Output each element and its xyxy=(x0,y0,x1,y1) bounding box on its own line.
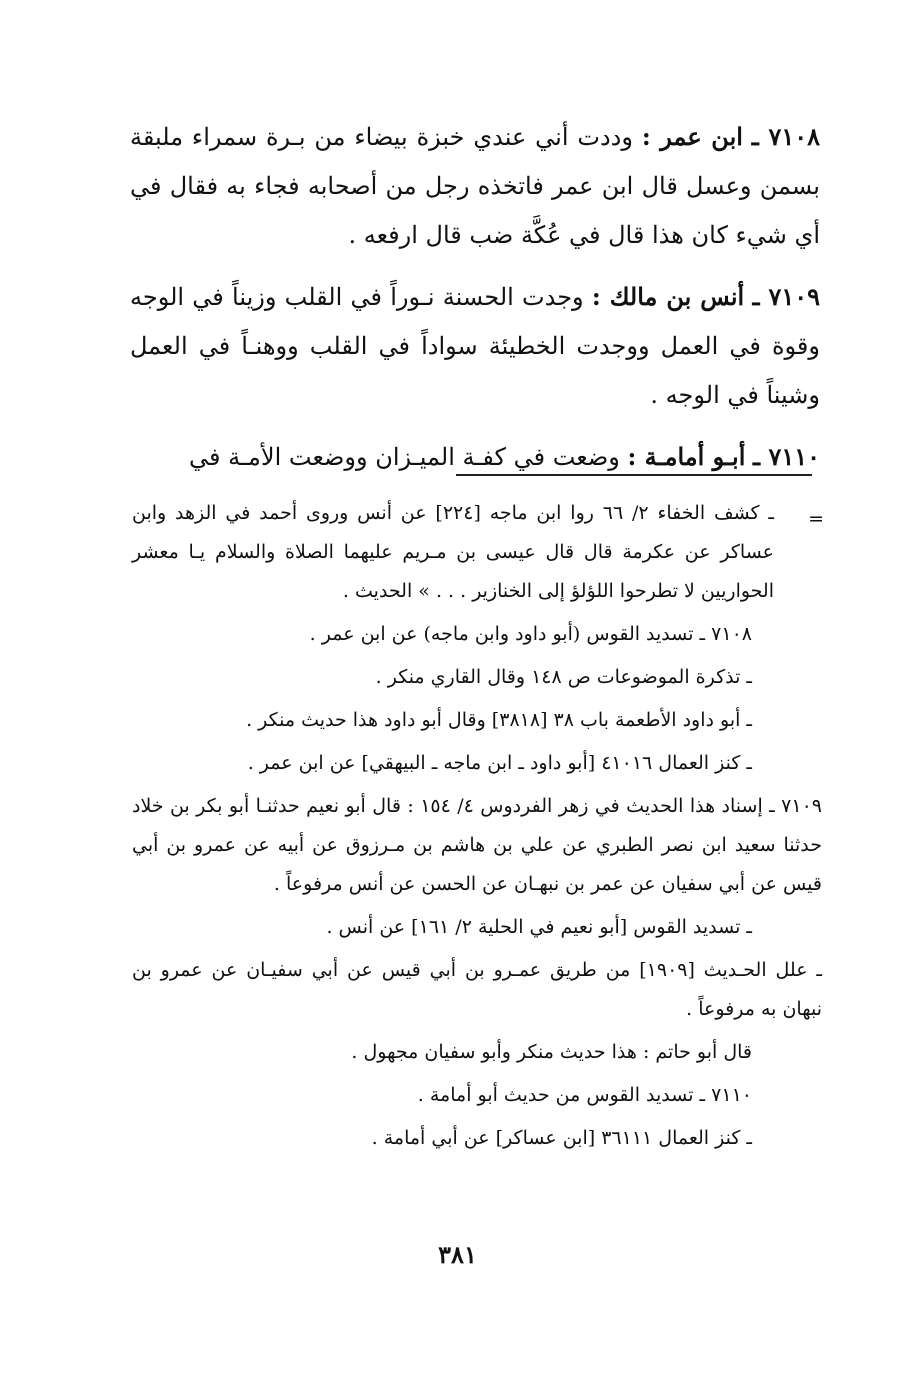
entry-text: وضعت في كفـة الميـزان ووضعت الأمـة في xyxy=(189,443,620,471)
main-text xyxy=(130,112,820,494)
entry-narrator: ابن عمر : xyxy=(641,122,743,151)
footnote-line: ـ أبو داود الأطعمة باب ٣٨ [٣٨١٨] وقال أبو داود هذا حديث منكر . xyxy=(246,709,752,731)
page-number: ٣٨١ xyxy=(438,1240,477,1269)
footnote-7108: ٧١٠٨ ـ تسديد القوس (أبو داود وابن ماجه) عن ابن عمر . xyxy=(309,623,752,645)
hadith-entry-7108 xyxy=(130,112,820,260)
footnotes xyxy=(132,494,822,1162)
footnote-line: ـ تذكرة الموضوعات ص ١٤٨ وقال القاري منكر . xyxy=(375,666,752,688)
footnote-divider xyxy=(456,474,812,476)
footnote-7109: ٧١٠٩ ـ إسناد هذا الحديث في زهر الفردوس ٤/ ١٥٤ : قال أبو نعيم حدثنـا أبو بكر بن خلاد حدثنا سعيد ابن نصر الطبري عن علي بن هاشم بن مـرزوق عن أبيه عن عمرو بن أبي قيس عن أبي سفيان عن عمر بن نبهـان عن الحسن عن أنس مرفوعاً . xyxy=(132,795,822,895)
continuation-mark: = xyxy=(808,508,824,530)
entry-number: ٧١٠٨ ـ xyxy=(751,122,820,151)
hadith-entry-7109 xyxy=(130,272,820,420)
entry-text: وددت أني عندي خبزة بيضاء من بـرة سمراء ملبقة بسمن وعسل قال ابن عمر فاتخذه رجل من أصحابه فجاء به فقال في أي شيء كان هذا قال في عُكَّة ضب قال ارفعه . xyxy=(130,123,820,249)
footnote-line: ـ علل الحـديث [١٩٠٩] من طريق عمـرو بن أبي قيس عن أبي سفيـان عن عمرو بن نبهان به مرفوعاً . xyxy=(132,959,822,1020)
footnote-line: قال أبو حاتم : هذا حديث منكر وأبو سفيان مجهول . xyxy=(351,1041,752,1063)
footnote-7110: ٧١١٠ ـ تسديد القوس من حديث أبو أمامة . xyxy=(417,1084,752,1106)
footnote-continued xyxy=(132,494,822,611)
footnote-line: ـ تسديد القوس [أبو نعيم في الحلية ٢/ ١٦١] عن أنس . xyxy=(326,916,752,938)
entry-text: وجدت الحسنة نـوراً في القلب وزيناً في الوجه وقوة في العمل ووجدت الخطيئة سواداً في القلب ووهنـاً في العمل وشيناً في الوجه . xyxy=(130,283,820,409)
entry-narrator: أبـو أمامـة : xyxy=(627,442,746,471)
entry-number: ٧١٠٩ ـ xyxy=(752,282,820,311)
footnote-text: ـ كشف الخفاء ٢/ ٦٦ روا ابن ماجه [٢٢٤] عن أنس وروى أحمد في الزهد وابن عساكر عن عكرمة قال قال عيسى بن مـريم عليهما الصلاة والسلام يـا معشر الحواريين لا تطرحوا اللؤلؤ إلى الخنازير . . . » الحديث . xyxy=(132,502,774,602)
footnote-line: ـ كنز العمال ٣٦١١١ [ابن عساكر] عن أبي أمامة . xyxy=(371,1127,752,1149)
footnote-line: ـ كنز العمال ٤١٠١٦ [أبو داود ـ ابن ماجه ـ البيهقي] عن ابن عمر . xyxy=(247,752,752,774)
entry-number: ٧١١٠ ـ xyxy=(753,442,820,471)
entry-narrator: أنس بن مالك : xyxy=(591,282,745,311)
